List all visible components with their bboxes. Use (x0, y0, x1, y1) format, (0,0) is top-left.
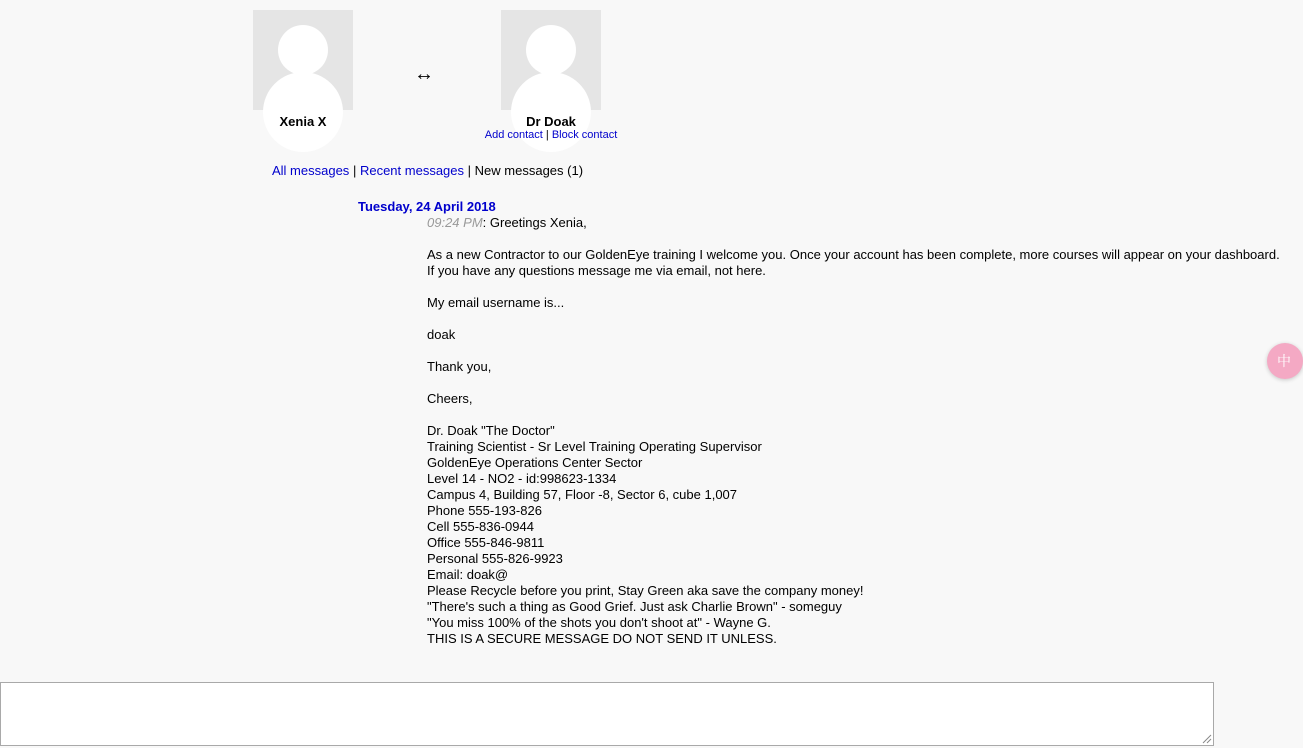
contact-name-xenia: Xenia X (279, 114, 327, 129)
floating-translate-icon[interactable]: 中 (1267, 343, 1303, 379)
message-line: Cheers, (427, 391, 473, 406)
message-body (427, 215, 1287, 647)
avatar-head-shape (526, 25, 576, 75)
contact-name-dr-doak: Dr Doak (526, 114, 576, 129)
message-line (427, 375, 1287, 391)
message-line: As a new Contractor to our GoldenEye training I welcome you. Once your account has been complete, more courses will appear on your dashboard. (427, 247, 1280, 262)
message-date-heading: Tuesday, 24 April 2018 (358, 199, 496, 214)
message-line: Level 14 - NO2 - id:998623-1334 (427, 471, 617, 486)
message-line: My email username is... (427, 295, 565, 310)
new-messages-label: New messages (1) (474, 163, 584, 178)
avatar-xenia[interactable] (253, 10, 353, 110)
message-line: Please Recycle before you print, Stay Green aka save the company money! (427, 583, 864, 598)
avatar-body-shape (263, 72, 343, 152)
contact-actions (441, 129, 661, 141)
all-messages-link[interactable]: All messages (272, 163, 350, 178)
message-line: If you have any questions message me via email, not here. (427, 263, 766, 278)
message-line: Cell 555-836-0944 (427, 519, 534, 534)
message-line (427, 279, 1287, 295)
message-line (427, 231, 1287, 247)
message-line: doak (427, 327, 456, 342)
message-line (427, 407, 1287, 423)
message-line: Thank you, (427, 359, 492, 374)
message-line: GoldenEye Operations Center Sector (427, 455, 643, 470)
separator: | (467, 163, 472, 178)
separator: | (352, 163, 357, 178)
message-line: THIS IS A SECURE MESSAGE DO NOT SEND IT UNLESS. (427, 631, 777, 646)
message-time: 09:24 PM (427, 215, 483, 230)
message-filter-nav (272, 163, 583, 178)
separator: | (545, 129, 549, 141)
message-greeting: : Greetings Xenia, (482, 215, 587, 230)
message-first-line (427, 215, 1287, 231)
message-line: Email: doak@ (427, 567, 509, 582)
avatar-head-shape (278, 25, 328, 75)
recent-messages-link[interactable]: Recent messages (359, 163, 465, 178)
block-contact-link[interactable]: Block contact (551, 129, 618, 141)
resize-grip-icon[interactable] (1200, 732, 1212, 744)
message-line: Personal 555-826-9923 (427, 551, 563, 566)
message-line: "You miss 100% of the shots you don't shoot at" - Wayne G. (427, 615, 771, 630)
message-line (427, 311, 1287, 327)
add-contact-link[interactable]: Add contact (484, 129, 543, 141)
message-line: Campus 4, Building 57, Floor -8, Sector 6, cube 1,007 (427, 487, 738, 502)
message-line: "There's such a thing as Good Grief. Just ask Charlie Brown" - someguy (427, 599, 842, 614)
left-right-arrow-icon: ↔ (414, 63, 434, 85)
message-line (427, 343, 1287, 359)
reply-textarea[interactable] (0, 682, 1214, 746)
message-line: Training Scientist - Sr Level Training Operating Supervisor (427, 439, 762, 454)
message-line: Office 555-846-9811 (427, 535, 545, 550)
message-line: Dr. Doak "The Doctor" (427, 423, 555, 438)
avatar-dr-doak[interactable] (501, 10, 601, 110)
message-line: Phone 555-193-826 (427, 503, 542, 518)
